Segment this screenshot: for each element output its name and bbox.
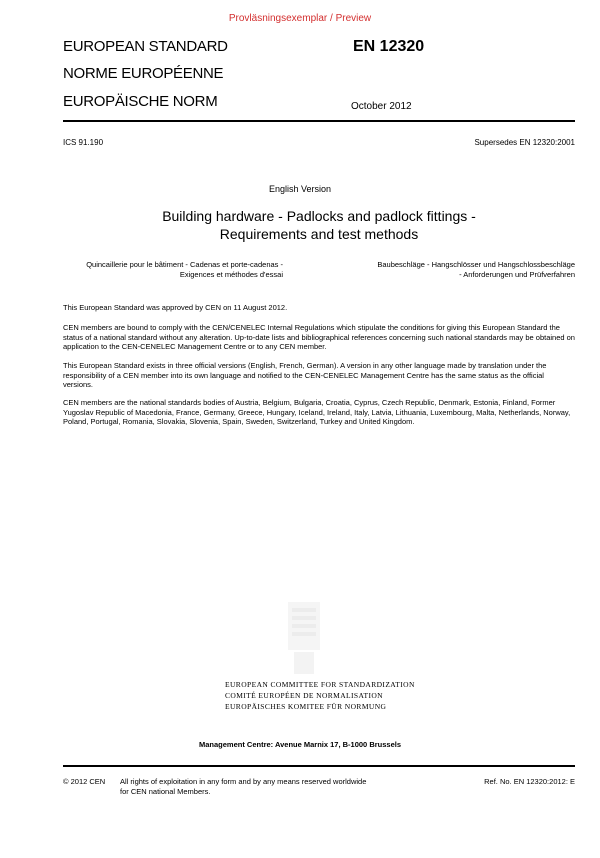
committee-name-en: EUROPEAN COMMITTEE FOR STANDARDIZATION: [225, 680, 415, 689]
committee-name-fr: COMITÉ EUROPÉEN DE NORMALISATION: [225, 691, 384, 700]
version-label: English Version: [268, 184, 332, 194]
standard-title-en: EUROPEAN STANDARD: [63, 38, 228, 55]
french-title: [63, 260, 283, 280]
rights-statement: All rights of exploitation in any form and by any means reserved worldwide for CEN national Members.: [120, 777, 367, 796]
committee-name-de: EUROPÄISCHES KOMITEE FÜR NORMUNG: [225, 702, 387, 711]
german-title-line-2: - Anforderungen und Prüfverfahren: [459, 270, 575, 279]
header-divider: [63, 120, 575, 122]
members-paragraph: CEN members are the national standards bodies of Austria, Belgium, Bulgaria, Croatia, Cyprus, Czech Republic, Denmark, Estonia, Finland, Former Yugoslav Republic of Macedonia, France, Germany, Greece, Hungary, Iceland, Ireland, Italy, Latvia, Lithuania, Luxembourg, Malta, Netherlands, Norway, Poland, Portugal, Romania, Slovakia, Slovenia, Spain, Sweden, Switzerland, Turkey and United Kingdom.: [63, 398, 571, 427]
versions-paragraph: This European Standard exists in three official versions (English, French, German). A version in any other language made by translation under the responsibility of a CEN member into its own language and notified to the CEN-CENELEC Management Centre has the same status as the official versions.: [63, 361, 547, 390]
french-title-line-1: Quincaillerie pour le bâtiment - Cadenas et porte-cadenas -: [86, 260, 283, 269]
standard-title-de: EUROPÄISCHE NORM: [63, 93, 218, 110]
preview-banner: Provläsningsexemplar / Preview: [228, 13, 372, 24]
standard-title-fr: NORME EUROPÉENNE: [63, 65, 224, 82]
document-title-line-1: Building hardware - Padlocks and padlock fittings -: [162, 208, 476, 224]
management-centre-address: Management Centre: Avenue Marnix 17, B-1000 Brussels: [198, 740, 402, 749]
ics-code: ICS 91.190: [63, 138, 104, 147]
supersedes-note: Supersedes EN 12320:2001: [474, 138, 575, 147]
reference-number: Ref. No. EN 12320:2012: E: [484, 777, 575, 786]
publication-date: October 2012: [351, 101, 412, 112]
document-title: [0, 207, 600, 243]
footer-divider: [63, 765, 575, 767]
approval-paragraph: This European Standard was approved by CEN on 11 August 2012.: [63, 303, 288, 312]
copyright-notice: © 2012 CEN: [63, 777, 106, 786]
standard-number: EN 12320: [353, 38, 425, 55]
german-title: [354, 260, 575, 280]
compliance-paragraph: CEN members are bound to comply with the CEN/CENELEC Internal Regulations which stipulate the conditions for giving this European Standard the status of a national standard without any alteration. Up-to-date lists and bibliographical references concerning such national standards may be obtained on application to the CEN-CENELEC Management Centre or to any CEN member.: [63, 323, 575, 352]
cen-logo-icon: [284, 600, 324, 676]
document-title-line-2: Requirements and test methods: [219, 226, 419, 242]
french-title-line-2: Exigences et méthodes d'essai: [179, 270, 283, 279]
german-title-line-1: Baubeschläge - Hangschlösser und Hangschlossbeschläge: [377, 260, 575, 269]
